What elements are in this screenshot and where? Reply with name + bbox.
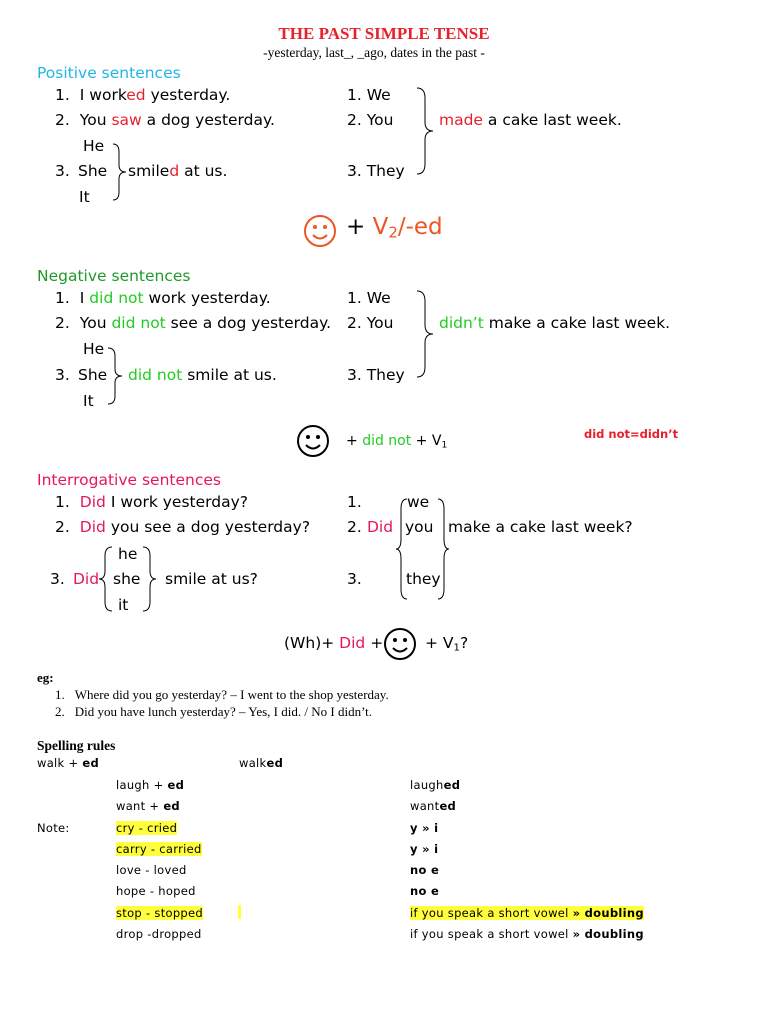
brace-icon <box>414 86 436 176</box>
spelling-carry-rule: y » i <box>410 842 439 856</box>
interrogative-right-did: Did <box>367 518 394 536</box>
positive-she: She <box>78 162 108 180</box>
spelling-hope-rule: no e <box>410 884 440 898</box>
interrogative-line-3-rest: smile at us? <box>165 570 258 588</box>
negative-heading: Negative sentences <box>37 267 191 285</box>
interrogative-formula-left: (Wh)+ Did + <box>284 634 384 652</box>
negative-right-3: 3. They <box>347 366 405 384</box>
spelling-laughed: laughed <box>410 778 461 792</box>
spelling-drop-rule: if you speak a short vowel » doubling <box>410 927 644 941</box>
interrogative-heading: Interrogative sentences <box>37 471 221 489</box>
example-item: 2. Did you have lunch yesterday? – Yes, I did. / No I didn’t. <box>55 704 373 719</box>
interrogative-right-2: 2. <box>347 518 362 536</box>
contraction-note: did not=didn’t <box>584 427 679 441</box>
positive-right-2: 2. You <box>347 111 394 129</box>
brace-icon <box>98 545 114 613</box>
spelling-want: want + ed <box>116 799 180 813</box>
interrogative-we: we <box>407 493 430 511</box>
positive-line-2: 2. You saw a dog yesterday. <box>55 111 275 129</box>
positive-it: It <box>79 188 90 206</box>
negative-formula: + did not + $V_1$ <box>346 433 448 451</box>
interrogative-line-1: 1. Did I work yesterday? <box>55 493 248 511</box>
negative-right-sentence: didn’t make a cake last week. <box>439 314 671 332</box>
spelling-cry-rule: y » i <box>410 821 439 835</box>
positive-formula: + $V_2/-ed$ <box>346 214 443 242</box>
spelling-wanted: wanted <box>410 799 457 813</box>
interrogative-formula-right: + $V_1$? <box>425 634 469 654</box>
interrogative-right-1: 1. <box>347 493 362 511</box>
spelling-hope: hope - hoped <box>116 884 196 898</box>
spelling-stop-rule: if you speak a short vowel » doubling <box>410 906 644 920</box>
example-item: 1. Where did you go yesterday? – I went to the shop yesterday. <box>55 687 389 702</box>
spelling-laugh: laugh + ed <box>116 778 185 792</box>
brace-icon <box>141 545 157 613</box>
spelling-walked: walked <box>239 756 284 770</box>
interrogative-it: it <box>118 596 129 614</box>
positive-line-1: 1. I worked yesterday. <box>55 86 231 104</box>
interrogative-line-2: 2. Did you see a dog yesterday? <box>55 518 311 536</box>
examples-label: eg: <box>37 670 54 685</box>
spelling-note-label: Note: <box>37 821 70 835</box>
negative-line-2: 2. You did not see a dog yesterday. <box>55 314 331 332</box>
brace-icon <box>106 346 126 406</box>
spelling-carry: carry - carried <box>116 842 202 856</box>
interrogative-right-3: 3. <box>347 570 362 588</box>
brace-icon <box>111 142 129 202</box>
spelling-love-rule: no e <box>410 863 440 877</box>
negative-she: She <box>78 366 108 384</box>
spelling-cry: cry - cried <box>116 821 178 835</box>
spelling-stop: stop - stopped <box>116 906 204 920</box>
negative-right-2: 2. You <box>347 314 394 332</box>
positive-line-3-num: 3. <box>55 162 70 180</box>
spelling-walk: walk + ed <box>37 756 99 770</box>
brace-icon <box>414 289 436 379</box>
positive-right-1: 1. We <box>347 86 391 104</box>
interrogative-line-3-num: 3. <box>50 570 65 588</box>
smiley-icon <box>382 627 418 661</box>
negative-line-3-num: 3. <box>55 366 70 384</box>
interrogative-she: she <box>113 570 141 588</box>
spelling-love: love - loved <box>116 863 187 877</box>
positive-right-3: 3. They <box>347 162 405 180</box>
positive-right-sentence: made a cake last week. <box>439 111 622 129</box>
spelling-heading: Spelling rules <box>37 738 116 753</box>
page-subtitle: -yesterday, last_, _ago, dates in the past - <box>263 45 485 60</box>
negative-he: He <box>83 340 105 358</box>
page-title: THE PAST SIMPLE TENSE <box>278 24 490 43</box>
negative-it: It <box>83 392 94 410</box>
positive-line-3: smiled at us. <box>128 162 228 180</box>
interrogative-they: they <box>406 570 441 588</box>
smiley-icon <box>296 424 330 458</box>
interrogative-line-3-did: Did <box>73 570 100 588</box>
interrogative-you: you <box>405 518 434 536</box>
negative-line-1: 1. I did not work yesterday. <box>55 289 271 307</box>
positive-he: He <box>83 137 105 155</box>
interrogative-right-sentence: make a cake last week? <box>448 518 633 536</box>
negative-right-1: 1. We <box>347 289 391 307</box>
negative-line-3: did not smile at us. <box>128 366 277 384</box>
interrogative-he: he <box>118 545 138 563</box>
highlight-mark <box>238 905 241 919</box>
spelling-drop: drop -dropped <box>116 927 202 941</box>
smiley-icon <box>303 214 337 248</box>
positive-heading: Positive sentences <box>37 64 181 82</box>
